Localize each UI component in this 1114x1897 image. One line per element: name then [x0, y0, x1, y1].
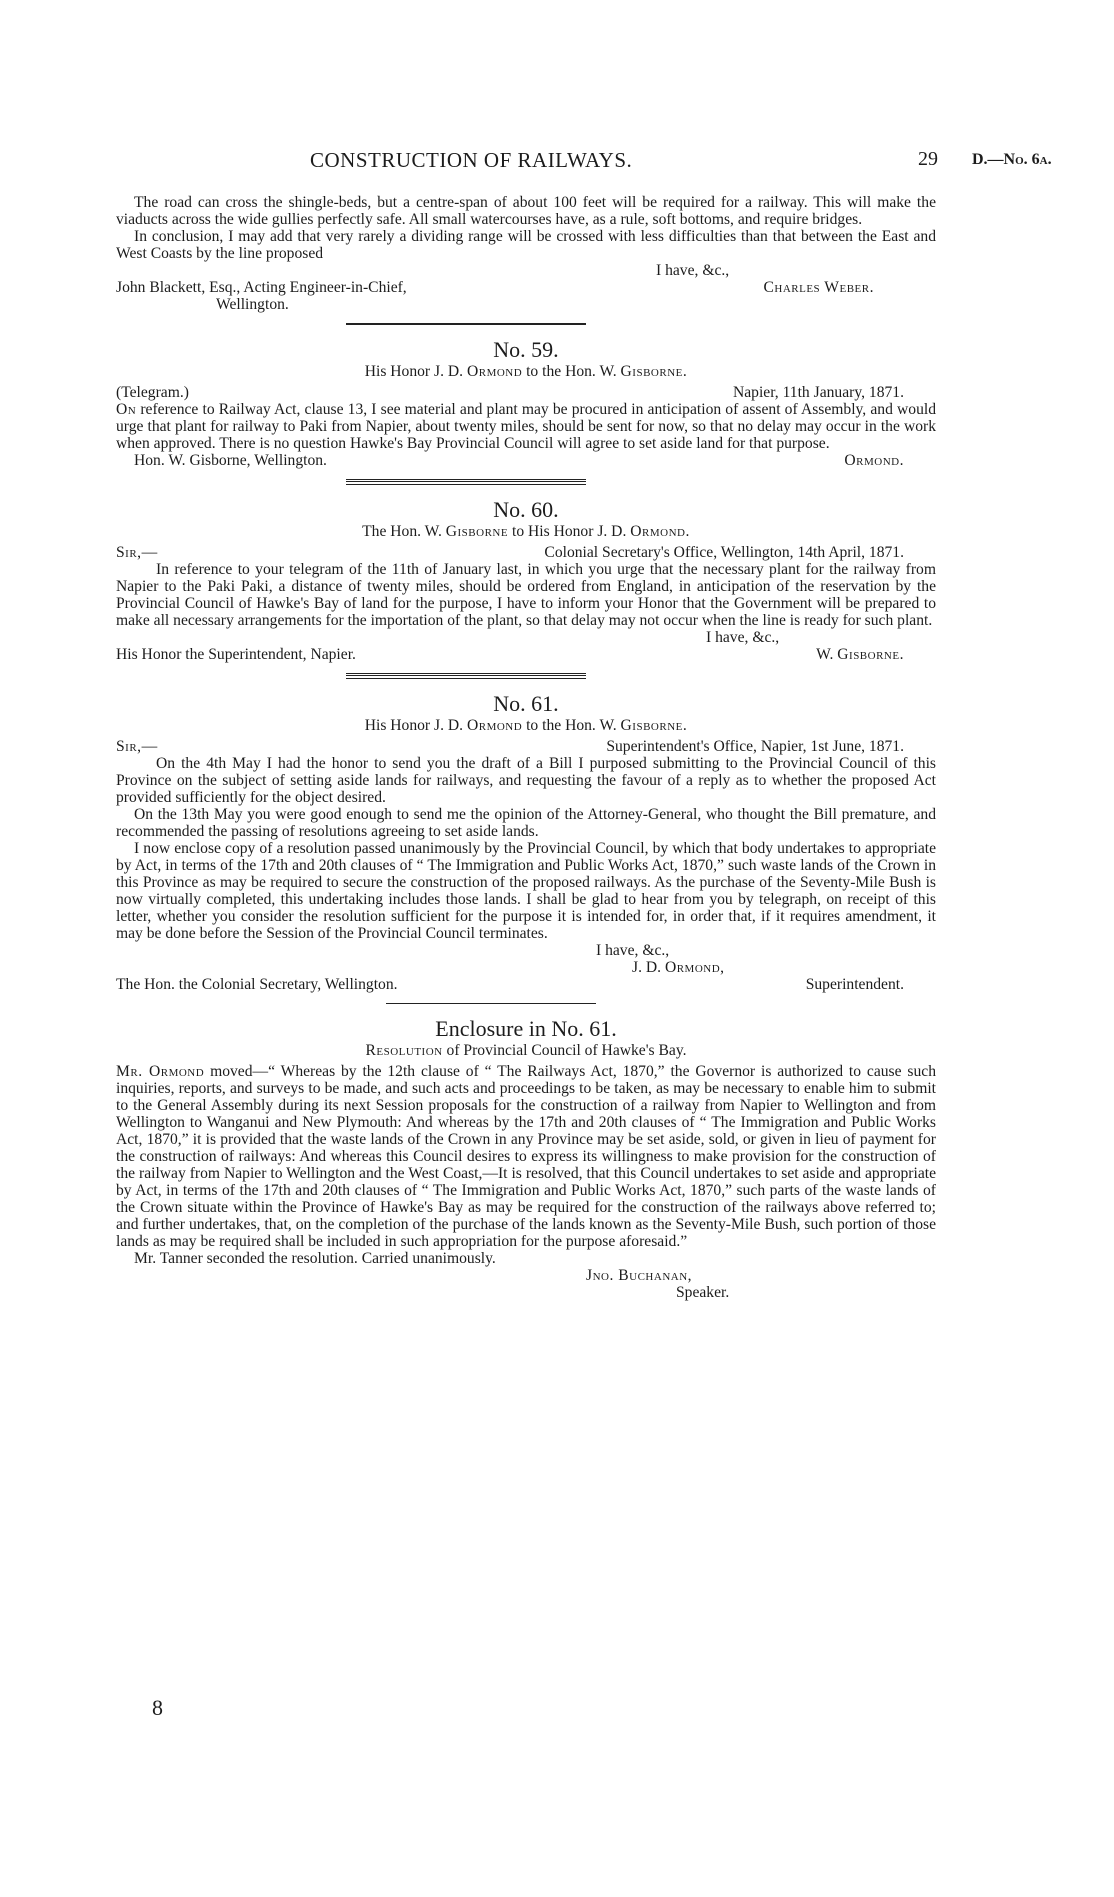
telegram-signoff — [116, 452, 936, 469]
letter-number: No. 60. — [493, 497, 559, 522]
page-number: 29 — [918, 148, 938, 170]
place-date: Colonial Secretary's Office, Wellington, 14th April, 1871. — [544, 544, 904, 561]
telegram-label: (Telegram.) — [116, 384, 189, 401]
place-date: Superintendent's Office, Napier, 1st June, 1871. — [606, 738, 904, 755]
enclosure-title: Enclosure in No. 61. — [435, 1016, 617, 1041]
speaker-title: Speaker. — [676, 1284, 730, 1301]
letter-intro — [116, 194, 936, 313]
intro-addressee: John Blackett, Esq., Acting Engineer-in-Chief, — [116, 279, 407, 296]
intro-paragraph-1: The road can cross the shingle-beds, but a centre-span of about 100 feet will be required for a railway. This will make the viaducts across the wide gullies perfectly safe. All small watercourses have, as a rule, soft bottoms, and require bridges. — [116, 194, 936, 228]
letter-addressee: His Honor the Superintendent, Napier. — [116, 646, 356, 663]
salutation: Sir,— — [116, 544, 158, 561]
speaker-name: Jno. Buchanan, — [586, 1267, 693, 1284]
intro-addressee-row — [116, 279, 936, 296]
printer-signature-mark: 8 — [152, 1695, 163, 1720]
section-divider — [346, 479, 586, 485]
letter-paragraph-2: On the 13th May you were good enough to send me the opinion of the Attorney-General, who thought the Bill premature, and recommended the passing of resolutions agreeing to set aside lands. — [116, 806, 936, 840]
telegram-signature: Ormond. — [844, 452, 904, 469]
section-divider — [346, 673, 586, 679]
letter-signoff — [116, 646, 936, 663]
letter-paragraph-1: On the 4th May I had the honor to send you the draft of a Bill I purposed submitting to the Provincial Council of this Province on the subject of setting aside lands for railways, and requesting the favour of a reply as to whether the proposed Act provided sufficiently for the object desired. — [116, 755, 936, 806]
letter-heading: His Honor J. D. Ormond to the Hon. W. Gisborne. — [364, 363, 688, 380]
letter-addressee: The Hon. the Colonial Secretary, Wellington. — [116, 976, 398, 993]
letter-heading: His Honor J. D. Ormond to the Hon. W. Gisborne. — [364, 717, 688, 734]
signature-title: Superintendent. — [805, 976, 904, 993]
enclosure-no-61 — [116, 1016, 936, 1301]
letter-no-59 — [116, 337, 936, 469]
intro-paragraph-2: In conclusion, I may add that very rarely a dividing range will be crossed with less difficulties than that between the East and West Coasts by the line proposed — [116, 228, 936, 262]
section-divider — [386, 1003, 596, 1004]
document-reference: D.—No. 6a. — [972, 151, 1052, 168]
intro-signature: Charles Weber. — [763, 279, 874, 296]
letter-heading: The Hon. W. Gisborne to His Honor J. D. Ormond. — [362, 523, 690, 540]
letter-no-60 — [116, 497, 936, 663]
intro-addressee-city: Wellington. — [216, 296, 289, 313]
salutation: Sir,— — [116, 738, 158, 755]
telegram-body: On reference to Railway Act, clause 13, I see material and plant may be procured in anticipation of assent of Assembly, and would urge that plant for railway to Paki from Napier, about twenty miles, should be sent for now, so that no delay may occur in the work when approved. There is no question Hawke's Bay Provincial Council will agree to set aside land for that purpose. — [116, 401, 936, 452]
letter-signature: J. D. Ormond, — [632, 959, 725, 976]
enclosure-subtitle: Resolution of Provincial Council of Hawke's Bay. — [365, 1042, 687, 1059]
letter-signature: W. Gisborne. — [816, 646, 904, 663]
letter-paragraph-3: I now enclose copy of a resolution passed unanimously by the Provincial Council, by which that body undertakes to appropriate by Act, in terms of the 17th and 20th clauses of “ The Immigration and Public Works Act, 1870,” such waste lands of the Crown in this Province as may be required to secure the construction of the proposed railways. As the purchase of the Seventy-Mile Bush is now virtually completed, this undertaking includes those lands. I shall be glad to hear from you by telegraph, on receipt of this letter, whether you consider the resolution sufficient for the purpose it is intended for, in order that, if it requires amendment, it may be done before the Session of the Provincial Council terminates. — [116, 840, 936, 942]
place-date: Napier, 11th January, 1871. — [732, 384, 904, 401]
page-body — [116, 194, 936, 1301]
letter-signoff — [116, 976, 936, 993]
telegram-addressee: Hon. W. Gisborne, Wellington. — [134, 452, 327, 469]
telegram-dateline — [116, 384, 936, 401]
resolution-body: Mr. Ormond moved—“ Whereas by the 12th clause of “ The Railways Act, 1870,” the Governor is authorized to cause such inquiries, reports, and surveys to be made, and such acts and proceedings to be taken, as may be necessary to enable him to submit to the General Assembly during its next Session proposals for the construction of a railway from Napier to Wellington and from Wellington to Wanganui and New Plymouth: And whereas by the 17th and 20th clauses of “ The Immigration and Public Works Act, 1870,” it is provided that the waste lands of the Crown in any Province may be set aside, sold, or given in lieu of payment for the construction of railways: And whereas this Council desires to express its willingness to make provision for the construction of the railway from Napier to Wellington and the West Coast,—It is resolved, that this Council undertakes to set aside and appropriate by Act, in terms of the 17th and 20th clauses of “ The Immigration and Public Works Act, 1870,” such parts of the waste lands of the Crown situate within the Province of Hawke's Bay as may be required for the construction of the railways above referred to; and further undertakes, that, on the completion of the purchase of the lands known as the Seventy-Mile Bush, such portion of those lands as may be required shall be included in such appropriation for the purpose aforesaid.” — [116, 1063, 936, 1250]
page-header — [0, 0, 1114, 172]
section-divider — [346, 323, 586, 325]
letter-closing: I have, &c., — [706, 629, 780, 646]
intro-closing: I have, &c., — [656, 262, 730, 279]
resolution-seconded: Mr. Tanner seconded the resolution. Carried unanimously. — [134, 1250, 496, 1267]
letter-dateline — [116, 738, 936, 755]
running-title: CONSTRUCTION OF RAILWAYS. — [310, 148, 633, 172]
letter-number: No. 61. — [493, 691, 559, 716]
letter-body: In reference to your telegram of the 11th of January last, in which you urge that the necessary plant for the railway from Napier to the Paki Paki, a distance of twenty miles, should be ordered from England, in anticipation of the reservation by the Provincial Council of Hawke's Bay of land for the purpose, I have to inform your Honor that the Government will be prepared to make all necessary arrangements for the importation of the plant, so that delay may not occur when the line is ready for such plant. — [116, 561, 936, 629]
letter-no-61 — [116, 691, 936, 993]
letter-closing: I have, &c., — [596, 942, 670, 959]
letter-number: No. 59. — [493, 337, 559, 362]
letter-dateline — [116, 544, 936, 561]
